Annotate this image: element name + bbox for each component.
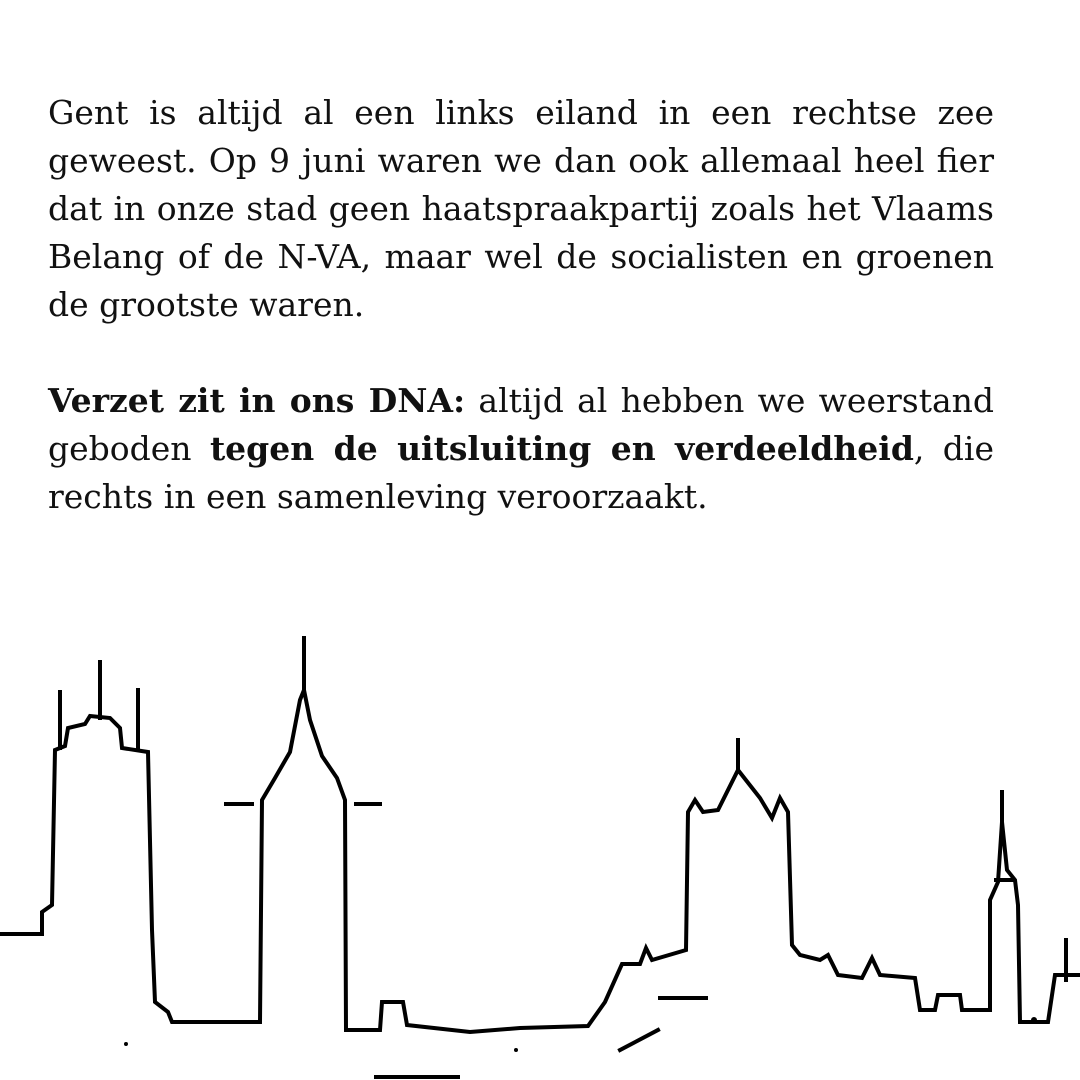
resistance-text-b: , die rechts in een samenleving veroorzaakt.: [48, 429, 994, 516]
dot-1: [124, 1042, 128, 1046]
skyline-outline: [0, 690, 1080, 1032]
dot-3: [1031, 1017, 1037, 1023]
intro-paragraph: Gent is altijd al een links eiland in een rechtse zee geweest. Op 9 juni waren we dan ook allemaal heel fier dat in onze stad geen haatspraakpartij zoals het Vlaams Belang of de N-VA, maar wel de socialisten en groenen de grootste waren.: [48, 93, 994, 324]
dot-2: [514, 1048, 518, 1052]
city-skyline-illustration: [0, 620, 1080, 1080]
resistance-paragraph: [48, 377, 994, 521]
resistance-heading: Verzet zit in ons DNA:: [48, 381, 466, 420]
resistance-text-a: altijd al hebben we weerstand geboden: [48, 381, 995, 468]
boat-line-2: [620, 1030, 658, 1050]
resistance-emphasis: tegen de uitsluiting en verdeeldheid: [209, 429, 914, 468]
